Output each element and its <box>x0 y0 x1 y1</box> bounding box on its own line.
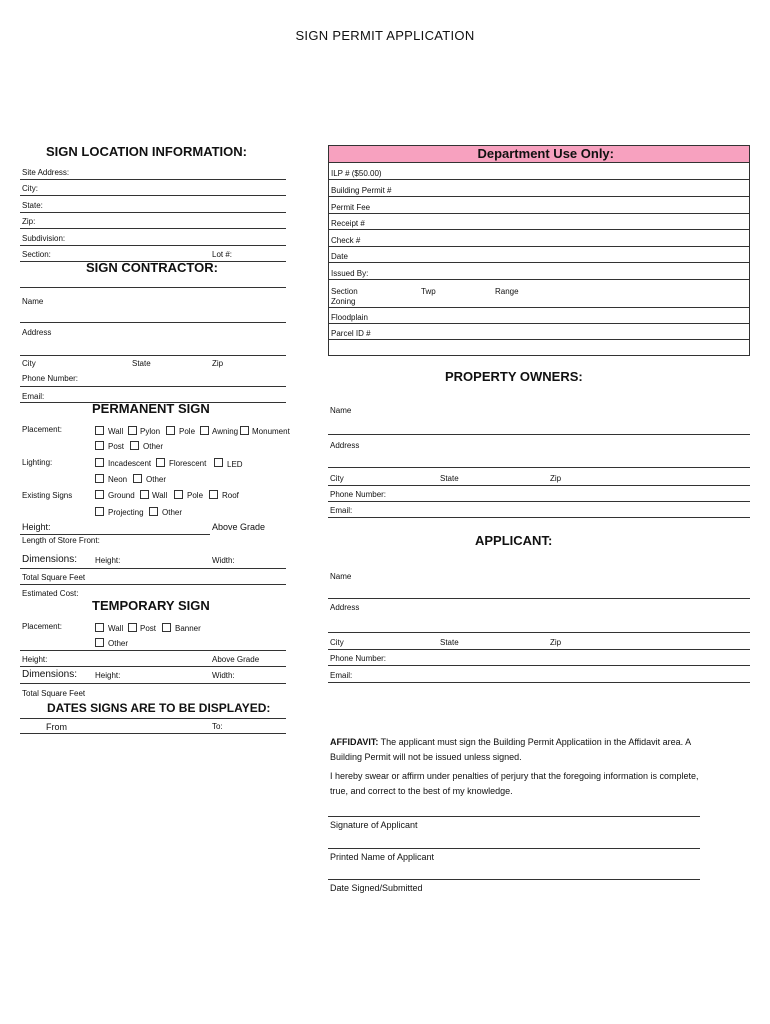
dept-row-issued-by[interactable]: Issued By: <box>329 263 749 280</box>
state-field[interactable] <box>20 212 286 213</box>
temp-wall-label: Wall <box>108 624 124 633</box>
perm-dim-height-label: Height: <box>95 556 121 565</box>
contractor-email-label: Email: <box>22 392 45 401</box>
perm-dim-width-label: Width: <box>212 556 235 565</box>
temp-other-checkbox[interactable] <box>95 638 104 647</box>
perm-projecting-checkbox[interactable] <box>95 507 104 516</box>
perm-height-label: Height: <box>22 522 51 532</box>
temp-dim-height-label: Height: <box>95 671 121 680</box>
state-label: State: <box>22 201 43 210</box>
perm-dimensions-field[interactable] <box>20 568 286 569</box>
department-use-box <box>328 145 750 356</box>
zip-label: Zip: <box>22 217 36 226</box>
owner-city-line <box>328 485 750 486</box>
perm-awning-checkbox[interactable] <box>200 426 209 435</box>
perm-placement-label: Placement: <box>22 425 63 434</box>
dates-heading: DATES SIGNS ARE TO BE DISPLAYED: <box>47 701 271 715</box>
date-signed-field[interactable] <box>328 879 700 880</box>
dept-row-parcel[interactable]: Parcel ID # <box>329 324 749 340</box>
contractor-divider <box>20 287 286 288</box>
perm-monument-label: Monument <box>252 427 290 436</box>
perm-existing-wall-checkbox[interactable] <box>140 490 149 499</box>
printed-name-field[interactable] <box>328 848 700 849</box>
perm-post-checkbox[interactable] <box>95 441 104 450</box>
perm-dimensions-label: Dimensions: <box>22 554 78 565</box>
zip-field[interactable] <box>20 228 286 229</box>
perm-height-field[interactable] <box>20 534 210 535</box>
perm-pylon-checkbox[interactable] <box>128 426 137 435</box>
temp-placement-line <box>20 650 286 651</box>
dept-row-ilp[interactable]: ILP # ($50.00) <box>329 163 749 180</box>
dates-to-label: To: <box>212 722 223 731</box>
dates-field[interactable] <box>20 733 286 734</box>
contractor-address-label: Address <box>22 328 52 337</box>
owner-zip-label: Zip <box>550 474 562 483</box>
perm-pole-checkbox[interactable] <box>166 426 175 435</box>
temp-height-field[interactable] <box>20 666 286 667</box>
temp-banner-label: Banner <box>175 624 201 633</box>
perm-monument-checkbox[interactable] <box>240 426 249 435</box>
site-address-field[interactable] <box>20 179 286 180</box>
section-label: Section: <box>22 250 51 259</box>
perm-above-grade: Above Grade <box>212 522 266 532</box>
perm-awning-label: Awning <box>212 427 239 436</box>
owner-phone-field[interactable] <box>328 501 750 502</box>
perm-florescent-checkbox[interactable] <box>156 458 165 467</box>
perm-existing-other-label: Other <box>162 508 183 517</box>
owner-email-label: Email: <box>330 506 353 515</box>
temp-other-label: Other <box>108 639 129 648</box>
applicant-name-field[interactable] <box>328 598 750 599</box>
city-field[interactable] <box>20 195 286 196</box>
dept-row-receipt[interactable]: Receipt # <box>329 214 749 230</box>
temp-placement-label: Placement: <box>22 622 63 631</box>
temp-dimensions-label: Dimensions: <box>22 669 78 680</box>
temp-post-checkbox[interactable] <box>128 623 137 632</box>
temp-total-sqft-label: Total Square Feet <box>22 689 86 698</box>
perm-lighting-other-checkbox[interactable] <box>133 474 142 483</box>
perm-wall-checkbox[interactable] <box>95 426 104 435</box>
perm-wall-label: Wall <box>108 427 124 436</box>
dept-row-zoning[interactable]: Zoning <box>329 293 749 308</box>
dept-row-floodplain[interactable]: Floodplain <box>329 308 749 324</box>
temp-post-label: Post <box>140 624 157 633</box>
perm-length-label: Length of Store Front: <box>22 536 100 545</box>
page-title: SIGN PERMIT APPLICATION <box>295 28 475 43</box>
applicant-name-label: Name <box>330 572 352 581</box>
applicant-zip-label: Zip <box>550 638 562 647</box>
perm-incadescent-checkbox[interactable] <box>95 458 104 467</box>
applicant-city-label: City <box>330 638 344 647</box>
contractor-zip-label: Zip <box>212 359 224 368</box>
dept-row-section[interactable]: Section Twp Range <box>331 287 519 296</box>
perm-projecting-label: Projecting <box>108 508 144 517</box>
owner-state-label: State <box>440 474 459 483</box>
affidavit-body: The applicant must sign the Building Permit Applicatiion in the Affidavit area. A Building Permit will not be issued unless signed. <box>330 737 691 762</box>
owner-address-field[interactable] <box>328 467 750 468</box>
temp-dim-width-label: Width: <box>212 671 235 680</box>
perm-existing-wall-label: Wall <box>152 491 168 500</box>
contractor-address-field[interactable] <box>20 355 286 356</box>
temp-wall-checkbox[interactable] <box>95 623 104 632</box>
applicant-email-label: Email: <box>330 671 353 680</box>
temp-above-grade: Above Grade <box>212 655 260 664</box>
owner-name-field[interactable] <box>328 434 750 435</box>
contractor-name-label: Name <box>22 297 44 306</box>
temporary-heading: TEMPORARY SIGN <box>92 598 210 613</box>
site-address-label: Site Address: <box>22 168 70 177</box>
contractor-phone-field[interactable] <box>20 386 286 387</box>
location-heading: SIGN LOCATION INFORMATION: <box>46 144 247 159</box>
contractor-heading: SIGN CONTRACTOR: <box>86 260 218 275</box>
swear-text: I hereby swear or affirm under penalties of perjury that the foregoing information is complete, true, and correct to the best of my knowledge. <box>330 771 699 796</box>
applicant-phone-label: Phone Number: <box>330 654 387 663</box>
owners-heading: PROPERTY OWNERS: <box>445 369 583 384</box>
applicant-state-label: State <box>440 638 459 647</box>
perm-existing-other-checkbox[interactable] <box>149 507 158 516</box>
subdivision-field[interactable] <box>20 245 286 246</box>
dept-row-date[interactable]: Date <box>329 247 749 263</box>
perm-total-sqft-label: Total Square Feet <box>22 573 86 582</box>
contractor-name-field[interactable] <box>20 322 286 323</box>
perm-ground-checkbox[interactable] <box>95 490 104 499</box>
lot-label: Lot #: <box>212 250 233 259</box>
owner-name-label: Name <box>330 406 352 415</box>
perm-total-sqft-field[interactable] <box>20 584 286 585</box>
city-label: City: <box>22 184 38 193</box>
perm-post-label: Post <box>108 442 125 451</box>
owner-city-label: City <box>330 474 344 483</box>
perm-roof-label: Roof <box>222 491 239 500</box>
affidavit-label: AFFIDAVIT: <box>330 737 379 747</box>
applicant-heading: APPLICANT: <box>475 533 553 548</box>
perm-ground-label: Ground <box>108 491 135 500</box>
perm-florescent-label: Florescent <box>169 459 207 468</box>
perm-other-label: Other <box>143 442 164 451</box>
perm-estimated-cost-label: Estimated Cost: <box>22 589 79 598</box>
perm-existing-label: Existing Signs <box>22 491 73 500</box>
contractor-city-label: City <box>22 359 36 368</box>
perm-incadescent-label: Incadescent <box>108 459 152 468</box>
dept-row-permit-fee[interactable]: Permit Fee <box>329 197 749 214</box>
dates-heading-line <box>20 718 286 719</box>
perm-pylon-label: Pylon <box>140 427 161 436</box>
signature-field[interactable] <box>328 816 700 817</box>
applicant-address-field[interactable] <box>328 632 750 633</box>
contractor-phone-label: Phone Number: <box>22 374 79 383</box>
perm-existing-pole-label: Pole <box>187 491 204 500</box>
owner-phone-label: Phone Number: <box>330 490 387 499</box>
dept-row-building-permit[interactable]: Building Permit # <box>329 180 749 197</box>
contractor-state-label: State <box>132 359 151 368</box>
dept-row-check[interactable]: Check # <box>329 230 749 247</box>
dates-from-label: From <box>46 722 67 732</box>
temp-banner-checkbox[interactable] <box>162 623 171 632</box>
perm-lighting-label: Lighting: <box>22 458 53 467</box>
signature-label: Signature of Applicant <box>330 820 418 830</box>
date-signed-label: Date Signed/Submitted <box>330 883 423 893</box>
owner-address-label: Address <box>330 441 360 450</box>
perm-led-label: LED <box>227 460 243 469</box>
perm-neon-label: Neon <box>108 475 128 484</box>
perm-lighting-other-label: Other <box>146 475 167 484</box>
permanent-heading: PERMANENT SIGN <box>92 401 210 416</box>
temp-dimensions-field[interactable] <box>20 683 286 684</box>
temp-height-label: Height: <box>22 655 48 664</box>
perm-led-checkbox[interactable] <box>214 458 223 467</box>
affidavit-text <box>330 735 710 765</box>
printed-name-label: Printed Name of Applicant <box>330 852 435 862</box>
perm-existing-pole-checkbox[interactable] <box>174 490 183 499</box>
department-heading: Department Use Only: <box>329 146 749 163</box>
perm-neon-checkbox[interactable] <box>95 474 104 483</box>
perm-other-checkbox[interactable] <box>130 441 139 450</box>
subdivision-label: Subdivision: <box>22 234 66 243</box>
owner-email-field[interactable] <box>328 517 750 518</box>
applicant-city-line <box>328 649 750 650</box>
applicant-address-label: Address <box>330 603 360 612</box>
perm-roof-checkbox[interactable] <box>209 490 218 499</box>
applicant-email-field[interactable] <box>328 682 750 683</box>
perm-pole-label: Pole <box>179 427 196 436</box>
applicant-phone-field[interactable] <box>328 665 750 666</box>
